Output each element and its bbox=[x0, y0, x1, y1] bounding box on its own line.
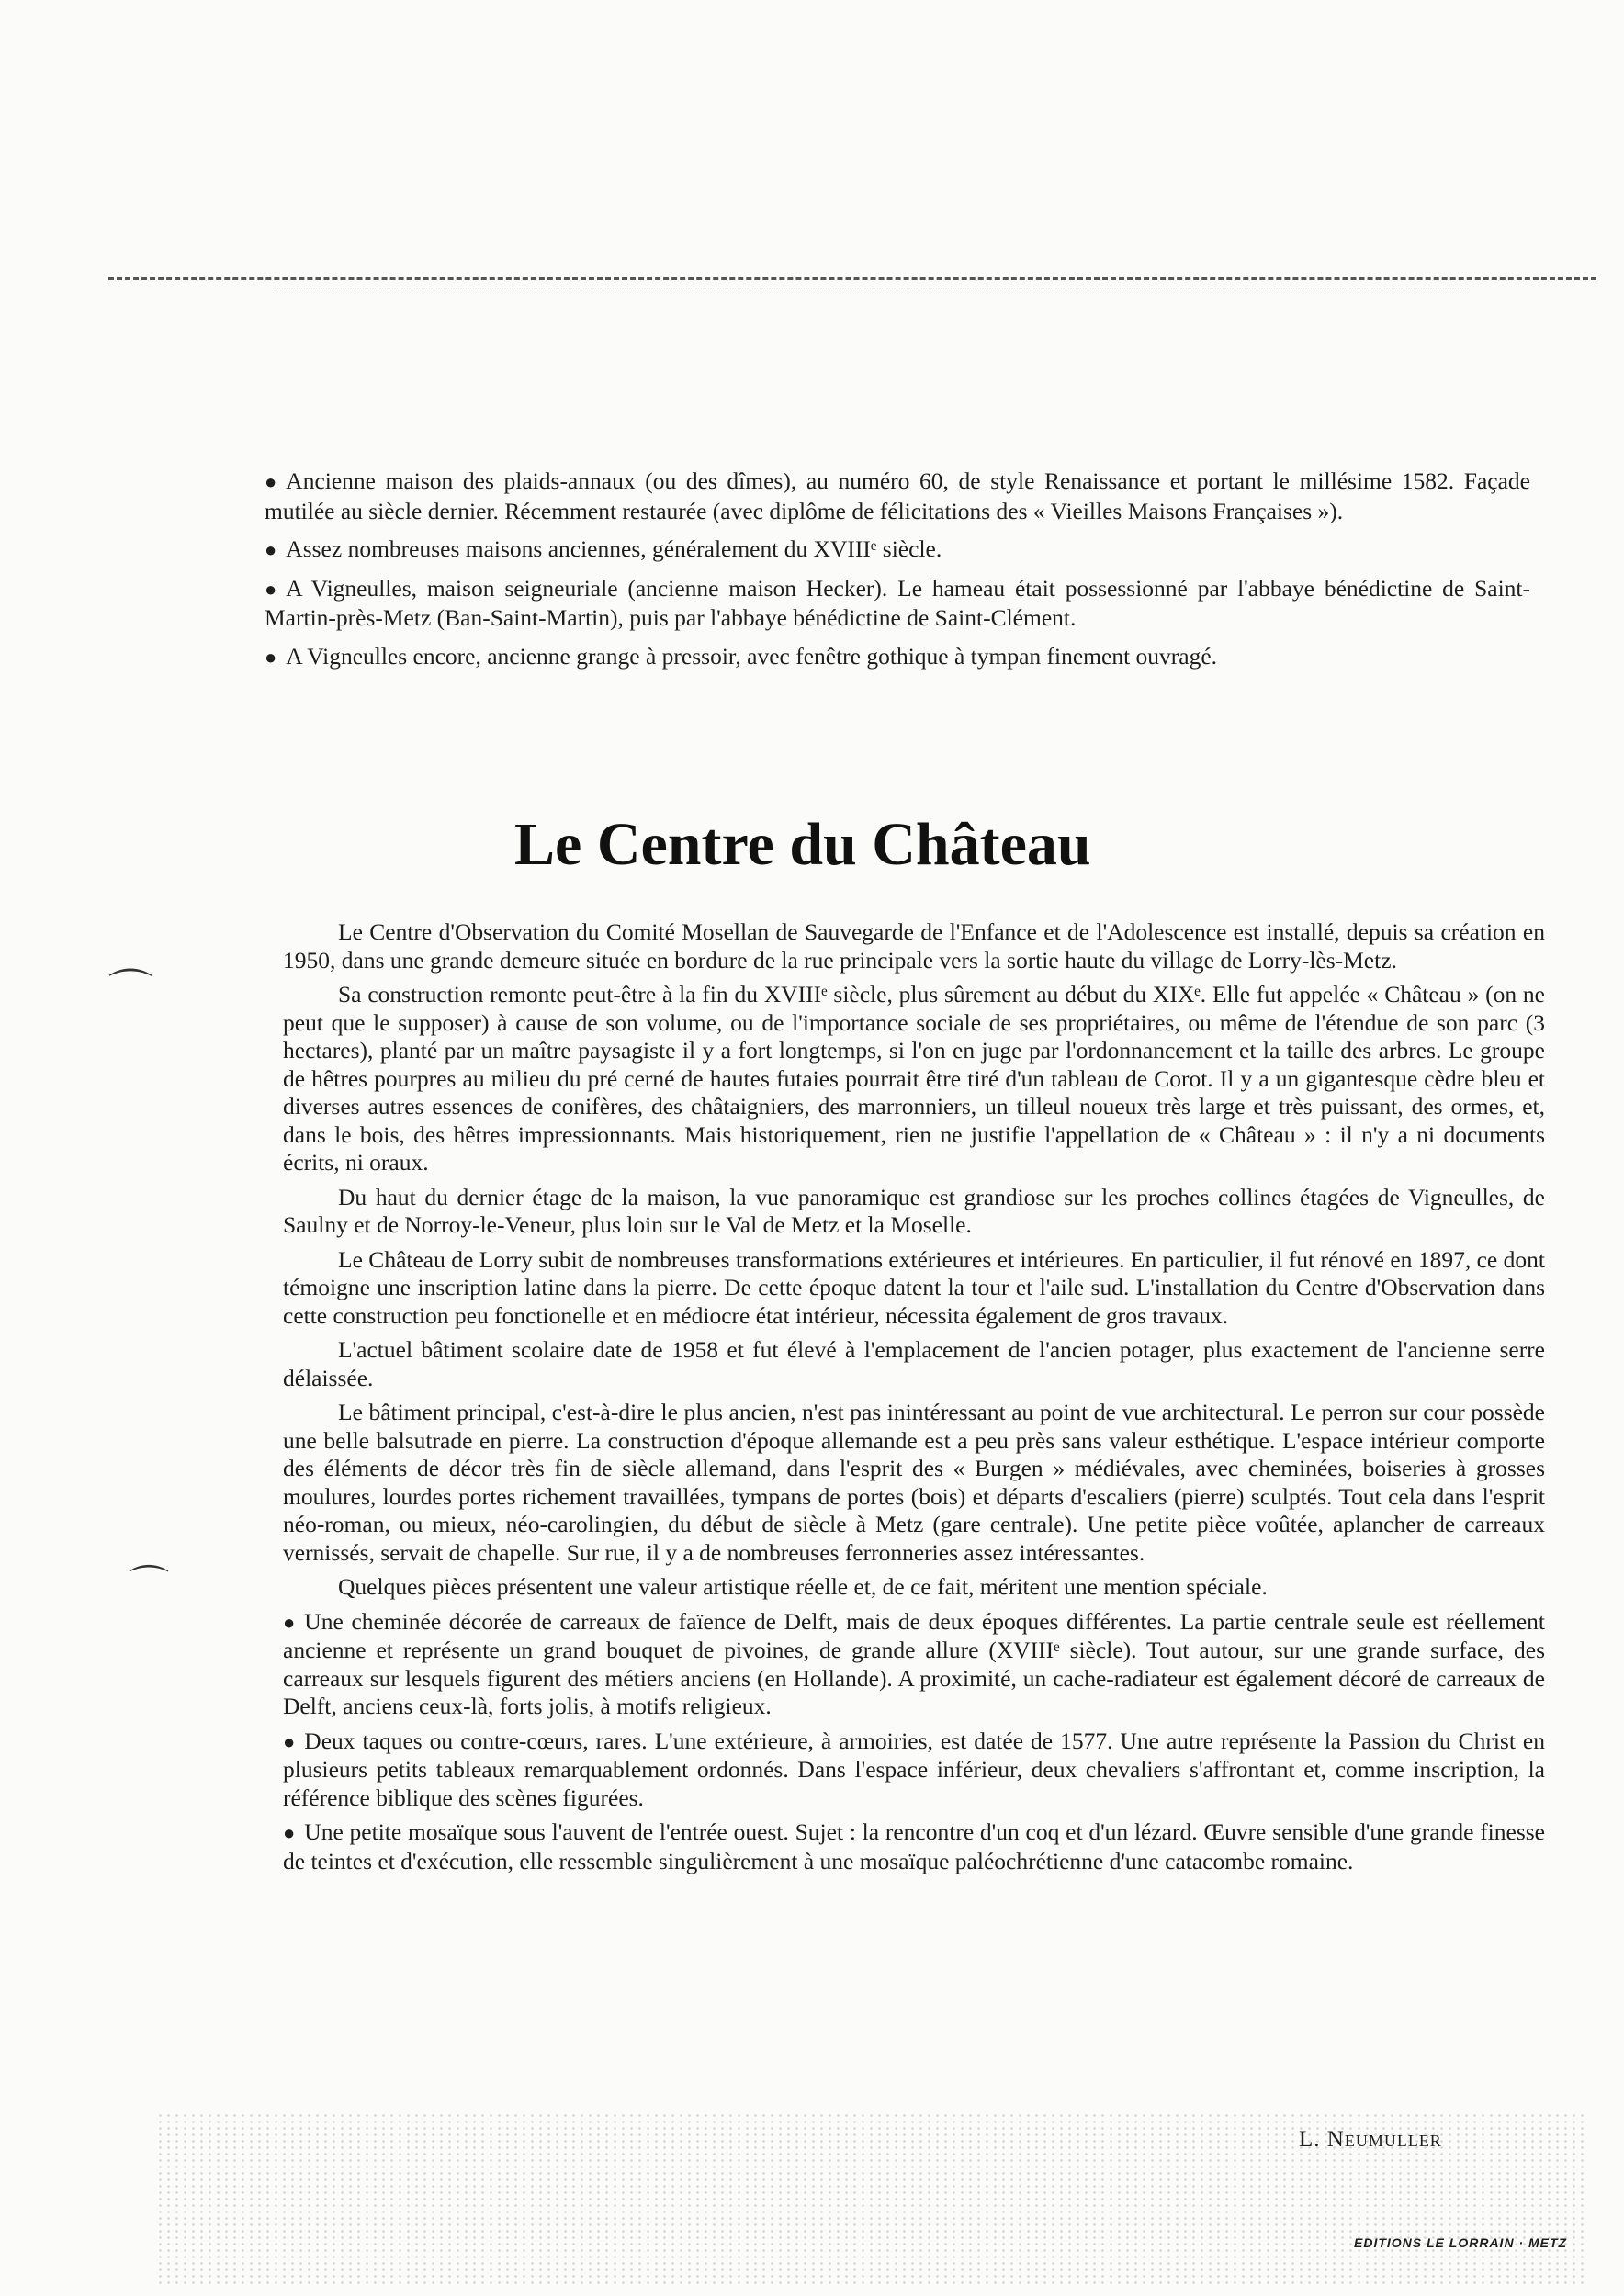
intro-list bbox=[265, 467, 1530, 681]
paragraph: Quelques pièces présentent une valeur artistique réelle et, de ce fait, méritent une mention spéciale. bbox=[338, 1573, 1268, 1600]
paragraph: Le Centre d'Observation du Comité Mosellan de Sauvegarde de l'Enfance et de l'Adolescence est installé, depuis sa création en 1950, dans une grande demeure située en bordure de la rue principale vers la sortie haute du village de Lorry-lès-Metz. bbox=[283, 918, 1545, 974]
margin-mark: ⌒ bbox=[108, 967, 153, 1016]
list-item: ● Une petite mosaïque sous l'auvent de l'entrée ouest. Sujet : la rencontre d'un coq et d'un lézard. Œuvre sensible d'une grande finesse de teintes et d'exécution, elle ressemble singulièrement à une mosaïque paléochrétienne d'une catacombe romaine. bbox=[283, 1818, 1545, 1874]
bullet-icon: ● bbox=[283, 1821, 296, 1844]
publisher-imprint: EDITIONS LE LORRAIN · METZ bbox=[1354, 2235, 1568, 2250]
article-body bbox=[283, 918, 1545, 1882]
bullet-icon: ● bbox=[265, 577, 277, 601]
bullet-icon: ● bbox=[265, 645, 277, 669]
bullet-icon: ● bbox=[265, 470, 277, 493]
bullet-icon: ● bbox=[283, 1729, 296, 1753]
bullet-icon: ● bbox=[265, 538, 277, 561]
bullet-icon: ● bbox=[283, 1610, 296, 1634]
list-item: ● Deux taques ou contre-cœurs, rares. L'une extérieure, à armoiries, est datée de 1577. Une autre représente la Passion du Christ en plusieurs petits tableaux remarquablement ordonnés. Dans l'espace inférieur, deux chevaliers s'affrontant et, comme inscription, la référence biblique des scènes figurées. bbox=[283, 1727, 1545, 1811]
margin-mark: ⌒ bbox=[129, 1563, 169, 1608]
list-item: ● A Vigneulles, maison seigneuriale (ancienne maison Hecker). Le hameau était possessionné par l'abbaye bénédictine de Saint-Martin-près-Metz (Ban-Saint-Martin), puis par l'abbaye bénédictine de Saint-Clément. bbox=[265, 574, 1530, 631]
paragraph: Du haut du dernier étage de la maison, la vue panoramique est grandiose sur les proches collines étagées de Vigneulles, de Saulny et de Norroy-le-Veneur, plus loin sur le Val de Metz et la Moselle. bbox=[283, 1183, 1545, 1238]
paragraph: Le Château de Lorry subit de nombreuses transformations extérieures et intérieures. En particulier, il fut rénové en 1897, ce dont témoigne une inscription latine dans la pierre. De cette époque datent la tour et l'aile sud. L'installation du Centre d'Observation dans cette construction peu fonctionelle et en médiocre état intérieur, nécessita également de gros travaux. bbox=[283, 1245, 1545, 1329]
paragraph: Sa construction remonte peut-être à la fin du XVIIIᵉ siècle, plus sûrement au début du XIXᵉ. Elle fut appelée « Château » (on ne peut que le supposer) à cause de son volume, ou de l'importance sociale de ses propriétaires, ou même de l'étendue de son parc (3 hectares), planté par un maître paysagiste il y a fort longtemps, si l'on en juge par l'ordonnancement et la taille des arbres. Le groupe de hêtres pourpres au milieu du pré cerné de hautes futaies pourrait être tiré d'un tableau de Corot. Il y a un gigantesque cèdre bleu et diverses autres essences de conifères, des châtaigniers, des marronniers, un tilleul noueux très large et très puissant, des ormes, et, dans le bois, des hêtres impressionnants. Mais historiquement, rien ne justifie l'appellation de « Château » : il n'y a ni documents écrits, ni oraux. bbox=[283, 981, 1545, 1176]
paragraph: L'actuel bâtiment scolaire date de 1958 et fut élevé à l'emplacement de l'ancien potager, plus exactement de l'ancienne serre délaissée. bbox=[283, 1336, 1545, 1391]
list-item: ● Assez nombreuses maisons anciennes, généralement du XVIIIᵉ siècle. bbox=[265, 535, 1530, 565]
page-title: Le Centre du Château bbox=[514, 811, 1091, 878]
top-dashed-rule bbox=[108, 277, 1596, 280]
author-signature: L. Neumuller bbox=[1299, 2127, 1442, 2152]
list-item: ● A Vigneulles encore, ancienne grange à pressoir, avec fenêtre gothique à tympan finement ouvragé. bbox=[265, 642, 1530, 672]
list-item: ● Une cheminée décorée de carreaux de faïence de Delft, mais de deux époques différentes. La partie centrale seule est réellement ancienne et représente un grand bouquet de pivoines, de grande allure (XVIIIᵉ siècle). Tout autour, sur une grande surface, des carreaux sur lesquels figurent des métiers anciens (en Hollande). A proximité, un cache-radiateur est également décoré de carreaux de Delft, anciens ceux-là, forts jolis, à motifs religieux. bbox=[283, 1607, 1545, 1719]
list-item: ● Ancienne maison des plaids-annaux (ou des dîmes), au numéro 60, de style Renaissance et portant le millésime 1582. Façade mutilée au siècle dernier. Récemment restaurée (avec diplôme de félicitations des « Vieilles Maisons Françaises »). bbox=[265, 467, 1530, 524]
paragraph: Le bâtiment principal, c'est-à-dire le plus ancien, n'est pas inintéressant au point de vue architectural. Le perron sur cour possède une belle balsutrade en pierre. La construction d'époque allemande est a peu près sans valeur esthétique. L'espace intérieur comporte des éléments de décor très fin de siècle allemand, dans l'esprit des « Burgen » médiévales, avec cheminées, boiseries à grosses moulures, lourdes portes richement travaillées, tympans de portes (bois) et départs d'escaliers (pierre) sculptés. Tout cela dans l'esprit néo-roman, ou mieux, néo-carolingien, du début de siècle à Metz (gare centrale). Une petite pièce voûtée, aplancher de carreaux vernissés, servait de chapelle. Sur rue, il y a de nombreuses ferronneries assez intéressantes. bbox=[283, 1399, 1545, 1566]
